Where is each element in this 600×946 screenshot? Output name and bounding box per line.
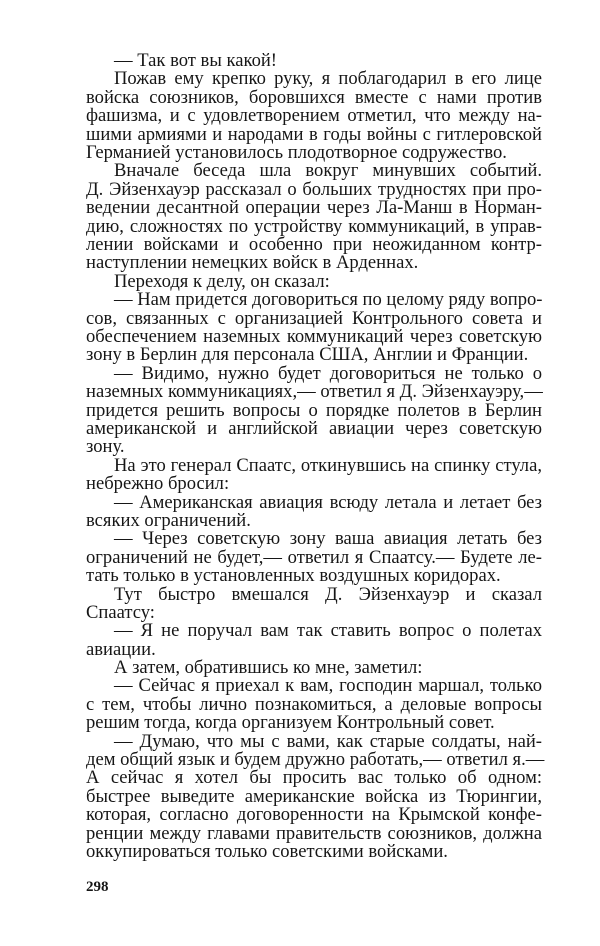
text-line: Д. Эйзенхауэр рассказал о больших трудностях при про- <box>86 178 542 200</box>
text-line: войска союзников, боровшихся вместе с нами против <box>86 86 542 108</box>
text-line: американской и английской авиации через советскую <box>86 417 542 439</box>
text-line: фашизма, и с удовлетворением отметил, что между на- <box>86 105 542 127</box>
text-line: Переходя к делу, он сказал: <box>114 270 330 292</box>
text-line: — Я не поручал вам так ставить вопрос о полетах <box>114 620 542 642</box>
text-line: придется решить вопросы о порядке полетов в Берлин <box>86 399 542 421</box>
text-line: оккупироваться только советскими войсками. <box>86 841 448 862</box>
text-line: зону. <box>86 436 125 458</box>
text-line: дию, сложностях по устройству коммуникаций, в управ- <box>86 215 542 237</box>
text-line: ограничений не будет,— ответил я Спаатсу.— Будете ле- <box>86 546 542 568</box>
text-line: — Американская авиация всюду летала и летает без <box>114 491 542 513</box>
text-line: всяких ограничений. <box>86 509 251 531</box>
text-line: — Через советскую зону ваша авиация летать без <box>114 528 542 550</box>
text-line: — Видимо, нужно будет договориться не только о <box>114 362 542 384</box>
text-line: зону в Берлин для персонала США, Англии и Франции. <box>86 344 529 366</box>
text-line: ренции между главами правительств союзников, должна <box>86 822 542 844</box>
text-line: — Так вот вы какой! <box>114 50 278 71</box>
text-line: Вначале беседа шла вокруг минувших событий. <box>114 160 542 182</box>
text-line: которая, согласно договоренности на Крымской конфе- <box>86 804 542 826</box>
text-line: быстрее выведите американские войска из Тюрингии, <box>86 785 542 807</box>
text-line: авиации. <box>86 638 156 660</box>
text-line: наступлении немецких войск в Арденнах. <box>86 252 419 274</box>
text-line: с тем, чтобы лично познакомиться, а деловые вопросы <box>86 693 542 715</box>
text-line: — Сейчас я приехал к вам, господин маршал, только <box>114 675 542 697</box>
text-line: Тут быстро вмешался Д. Эйзенхауэр и сказал <box>114 583 542 605</box>
text-line: На это генерал Спаатс, откинувшись на спинку стула, <box>114 454 542 476</box>
text-line: Германией установилось плодотворное содружество. <box>86 142 507 163</box>
text-line: шими армиями и народами в годы войны с гитлеровской <box>86 123 542 145</box>
text-line: ведении десантной операции через Ла-Манш в Норман- <box>86 197 542 219</box>
text-line: обеспечением наземных коммуникаций через советскую <box>86 325 542 347</box>
text-line: решим тогда, когда организуем Контрольный совет. <box>86 712 495 734</box>
text-line: наземных коммуникациях,— ответил я Д. Эйзенхауэру,— <box>86 381 543 403</box>
text-line: Пожав ему крепко руку, я поблагодарил в его лице <box>114 68 542 90</box>
text-line: А сейчас я хотел бы просить вас только об одном: <box>86 767 542 789</box>
text-line: А затем, обратившись ко мне, заметил: <box>114 657 423 678</box>
text-line: тать только в установленных воздушных коридорах. <box>86 565 501 587</box>
text-line: сов, связанных с организацией Контрольного совета и <box>86 307 542 329</box>
text-line: — Думаю, что мы с вами, как старые солдаты, най- <box>114 730 542 752</box>
text-line: небрежно бросил: <box>86 473 230 495</box>
text-line: лении войсками и особенно при неожиданном контр- <box>86 234 542 255</box>
text-line: дем общий язык и будем дружно работать,— ответил я.— <box>86 749 545 770</box>
text-line: Спаатсу: <box>86 601 155 623</box>
text-line: — Нам придется договориться по целому ряду вопро- <box>114 289 543 311</box>
page-number: 298 <box>86 879 109 895</box>
